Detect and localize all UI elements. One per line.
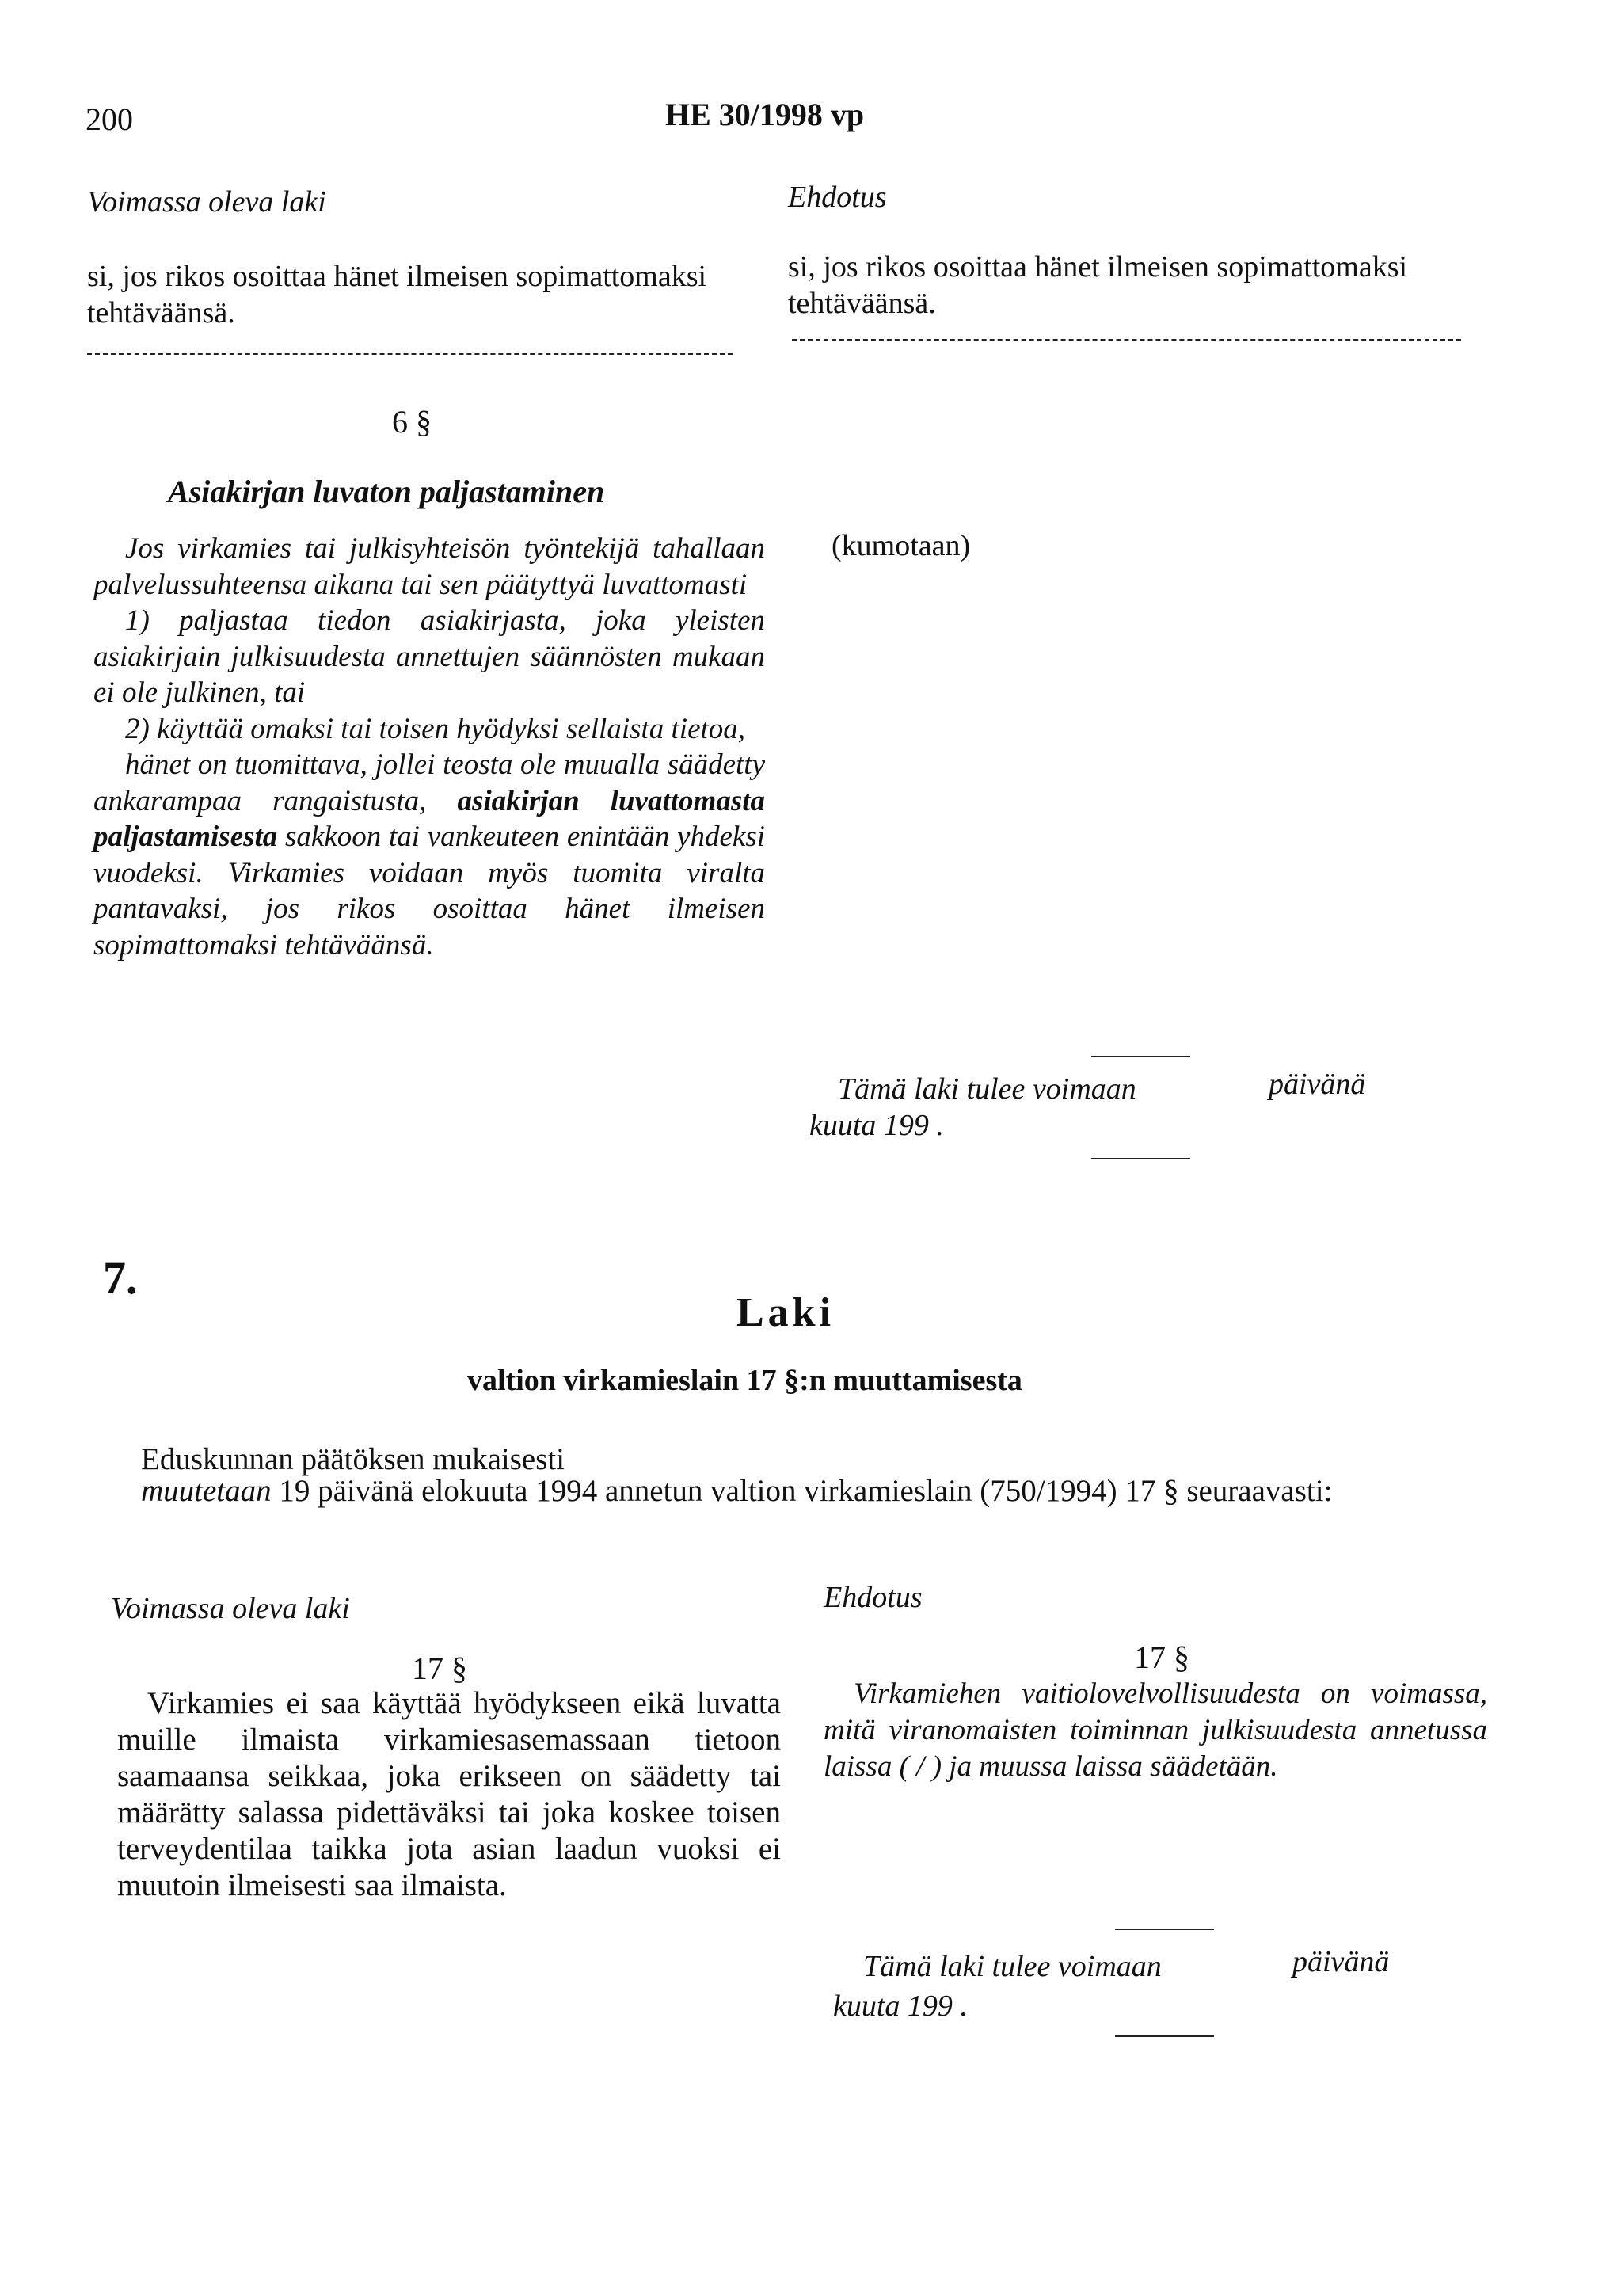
omission-dashes-right [792, 339, 1461, 341]
omission-dashes-left [87, 353, 733, 355]
penalty-text-end: sakkoon tai vankeuteen enintään yhdeksi vuodeksi. Virkamies voidaan myös tuomita viralta pantavaksi, jos rikos osoittaa hänet ilmeisen sopimattomaksi tehtäväänsä. [93, 821, 765, 961]
entry-into-force-text-2: Tämä laki tulee voimaan [863, 1950, 1162, 1983]
entry-into-force-month-2: kuuta 199 . [833, 1989, 968, 2023]
section-6-item-2: 2) käyttää omaksi tai toisen hyödyksi sellaista tietoa, [125, 712, 746, 745]
amending-clause: 19 päivänä elokuuta 1994 annetun valtion virkamieslain (750/1994) 17 § seuraavasti: [271, 1474, 1333, 1508]
entry-into-force-day-2: päivänä [1292, 1945, 1390, 1978]
page-number: 200 [86, 101, 133, 137]
entry-into-force-day-1: päivänä [1269, 1068, 1366, 1101]
law7-left-section-number: 17 § [412, 1651, 467, 1686]
entry-rule-bottom-1 [1091, 1158, 1190, 1159]
law-intro-paragraph [111, 1473, 1485, 1510]
entry-into-force-text-1: Tämä laki tulee voimaan [838, 1072, 1136, 1106]
right-column-heading: Ehdotus [788, 181, 887, 214]
section-6-body [93, 531, 765, 963]
repealed-note: (kumotaan) [832, 529, 971, 562]
law7-right-section-number: 17 § [1134, 1639, 1189, 1675]
entry-rule-bottom-2 [1115, 2035, 1214, 2037]
section-6-item-1: 1) paljastaa tiedon asiakirjasta, joka yleisten asiakirjain julkisuudesta annettujen säännösten mukaan ei ole julkinen, tai [93, 604, 765, 709]
offence-name: asiakirjan luvattomasta paljastamisesta [93, 784, 766, 853]
left-carryover-text: si, jos rikos osoittaa hänet ilmeisen sopimattomaksi tehtäväänsä. [87, 260, 707, 329]
section-6-penalty-paragraph [93, 747, 765, 963]
amending-verb: muutetaan [141, 1474, 272, 1508]
section-6-title: Asiakirjan luvaton paljastaminen [168, 474, 605, 509]
law7-right-column-heading: Ehdotus [824, 1581, 923, 1614]
entry-into-force-month-1: kuuta 199 . [809, 1109, 944, 1142]
entry-rule-top-1 [1091, 1056, 1190, 1057]
penalty-text-start: hänet on tuomittava, jollei teosta ole muualla säädetty ankarampaa rangaistusta, [93, 748, 765, 817]
section-6-number: 6 § [392, 404, 432, 440]
law7-left-column-heading: Voimassa oleva laki [111, 1592, 350, 1625]
law-intro-line: Eduskunnan päätöksen mukaisesti [141, 1442, 565, 1476]
section-6-paragraph: Jos virkamies tai julkisyhteisön työntekijä tahallaan palvelussuhteensa aikana tai sen päätyttyä luvattomasti [93, 532, 765, 601]
law-subtitle: valtion virkamieslain 17 §:n muuttamisesta [467, 1364, 1022, 1397]
law-number: 7. [103, 1252, 138, 1304]
left-column-heading: Voimassa oleva laki [87, 185, 326, 219]
document-title: HE 30/1998 vp [665, 97, 865, 132]
law-title: Laki [736, 1290, 835, 1335]
entry-rule-top-2 [1115, 1929, 1214, 1930]
right-carryover-text: si, jos rikos osoittaa hänet ilmeisen sopimattomaksi tehtäväänsä. [788, 250, 1408, 320]
law7-current-text: Virkamies ei saa käyttää hyödykseen eikä luvatta muille ilmaista virkamiesasemassaan tietoon saamaansa seikkaa, joka erikseen on säädetty tai määrätty salassa pidettäväksi tai joka koskee toisen terveydentilaa taikka jota asian laadun vuoksi ei muutoin ilmeisesti saa ilmaista. [117, 1686, 781, 1902]
law7-proposed-text: Virkamiehen vaitiolovelvollisuudesta on voimassa, mitä viranomaisten toiminnan julkisuudesta annetussa laissa ( / ) ja muussa laissa säädetään. [824, 1677, 1487, 1783]
